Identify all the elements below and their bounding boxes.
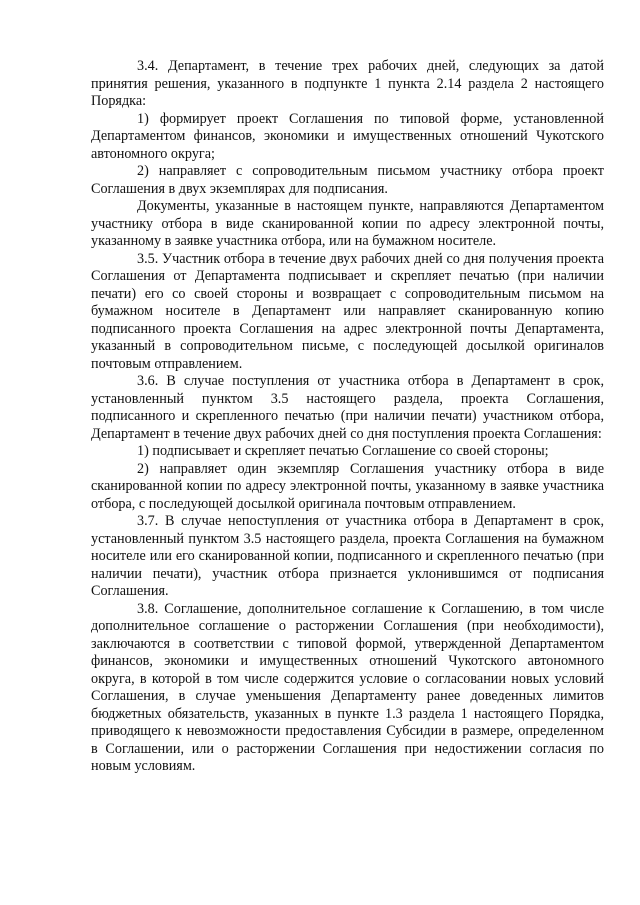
paragraph-3-6: 3.6. В случае поступления от участника отбора в Департамент в срок, установленный пунктом 3.5 настоящего раздела, проекта Соглашения, подписанного и скрепленного печатью (при наличии печати) участником отбора, Департамент в течение двух рабочих дней со дня поступления проекта Соглашения: (91, 373, 604, 442)
paragraph-3-6-item-2: 2) направляет один экземпляр Соглашения участнику отбора в виде сканированной копии по адресу электронной почты, указанному в заявке участника отбора, с последующей досылкой оригинала почтовым отправлением. (91, 460, 604, 512)
paragraph-3-4-item-2: 2) направляет с сопроводительным письмом участнику отбора проект Соглашения в двух экземплярах для подписания. (91, 163, 604, 197)
paragraph-3-8: 3.8. Соглашение, дополнительное соглашение к Соглашению, в том числе дополнительное соглашение о расторжении Соглашения (при необходимости), заключаются в соответствии с типовой формой, утвержденной Департаментом финансов, экономики и имущественных отношений Чукотского автономного округа, в которой в том числе содержится условие о согласовании новых условий Соглашения, в случае уменьшения Департаменту ранее доведенных лимитов бюджетных обязательств, указанных в пункте 1.3 раздела 1 настоящего Порядка, приводящего к невозможности предоставления Субсидии в размере, определенном в Соглашении, или о расторжении Соглашения при недостижении согласия по новым условиям. (91, 600, 604, 774)
paragraph-3-7: 3.7. В случае непоступления от участника отбора в Департамент в срок, установленный пунктом 3.5 настоящего раздела, проекта Соглашения на бумажном носителе или его сканированной копии, подписанного и скрепленного печатью (при наличии печати), участник отбора признается уклонившимся от подписания Соглашения. (91, 513, 604, 599)
paragraph-3-4-documents: Документы, указанные в настоящем пункте, направляются Департаментом участнику отбора в виде сканированной копии по адресу электронной почты, указанному в заявке участника отбора, или на бумажном носителе. (91, 198, 604, 249)
paragraph-3-4: 3.4. Департамент, в течение трех рабочих дней, следующих за датой принятия решения, указанного в подпункте 1 пункта 2.14 раздела 2 настоящего Порядка: (91, 58, 604, 109)
paragraph-3-6-item-1: 1) подписывает и скрепляет печатью Соглашение со своей стороны; (137, 443, 549, 459)
paragraph-3-5: 3.5. Участник отбора в течение двух рабочих дней со дня получения проекта Соглашения от Департамента подписывает и скрепляет печатью (при наличии печати) его со своей стороны и возвращает с сопроводительным письмом на бумажном носителе в Департамент или направляет сканированную копию подписанного проекта Соглашения на адрес электронной почты Департамента, указанный в сопроводительном письме, с последующей досылкой оригиналов почтовым отправлением. (91, 250, 604, 372)
document-page (91, 58, 604, 776)
paragraph-3-4-item-1: 1) формирует проект Соглашения по типовой форме, установленной Департаментом финансов, экономики и имущественных отношений Чукотского автономного округа; (91, 110, 604, 162)
